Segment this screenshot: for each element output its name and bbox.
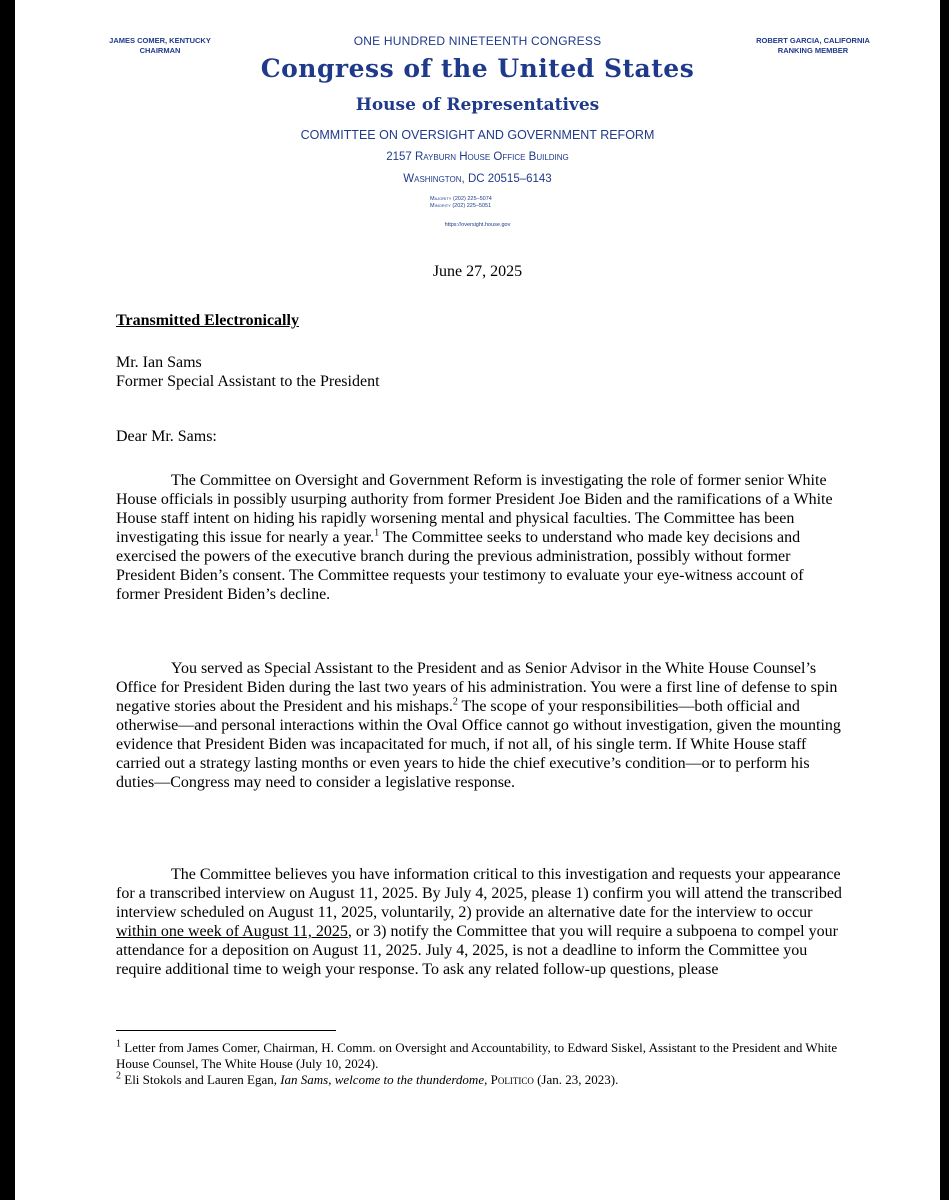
letter-page: [15, 0, 940, 1200]
address-line-2: Washington, DC 20515–6143: [403, 173, 552, 185]
committee-name: COMMITTEE ON OVERSIGHT AND GOVERNMENT REFORM: [300, 128, 655, 142]
letterhead-title: Congress of the United States: [260, 54, 695, 83]
footnote-divider: [116, 1030, 336, 1031]
footnote-2-date: (Jan. 23, 2023).: [533, 1072, 619, 1087]
footnote-2-publication: Politico: [490, 1072, 534, 1087]
website-link[interactable]: https://oversight.house.gov: [444, 222, 511, 228]
paragraph-2: [116, 659, 846, 792]
recipient-name: Mr. Ian Sams: [116, 354, 202, 371]
paragraph-3-underlined: within one week of August 11, 2025: [116, 923, 348, 940]
footnote-2-title: Ian Sams, welcome to the thunderdome: [280, 1072, 485, 1087]
footnote-2: [116, 1072, 846, 1088]
paragraph-1-text-b: The Committee seeks to understand who made key decisions and exercised the powers of the executive branch during the previous administration, possibly without former President Biden’s consent. The Committee requests your testimony to evaluate your eye-witness account of former President Biden’s decline.: [116, 529, 804, 603]
paragraph-3-text-a: The Committee believes you have information critical to this investigation and requests your appearance for a transcribed interview on August 11, 2025. By July 4, 2025, please 1) confirm you will attend the transcribed interview scheduled on August 11, 2025, voluntarily, 2) provide an alternative date for the interview to occur: [116, 866, 842, 921]
footnote-2-separator: ,: [484, 1072, 491, 1087]
congress-number: ONE HUNDRED NINETEENTH CONGRESS: [353, 34, 602, 48]
salutation: Dear Mr. Sams:: [116, 428, 217, 445]
paragraph-1-text-a: The Committee on Oversight and Government Reform is investigating the role of former senior White House officials in possibly usurping authority from former President Joe Biden and the ramifications of a White House staff intent on hiding his rapidly worsening mental and physical faculties. The Committee has been investigating this issue for nearly a year.: [116, 472, 833, 546]
minority-phone: Minority (202) 225–5051: [430, 203, 492, 209]
recipient-block: [116, 353, 846, 391]
chairman-title: CHAIRMAN: [139, 46, 181, 55]
ranking-member-name: ROBERT GARCIA, CALIFORNIA: [756, 36, 870, 45]
chairman-name: JAMES COMER, KENTUCKY: [109, 36, 211, 45]
address-line-1: 2157 Rayburn House Office Building: [386, 151, 569, 163]
footnote-2-number: 2: [116, 1070, 121, 1082]
footnote-ref-2[interactable]: 2: [452, 696, 458, 708]
footnote-ref-1[interactable]: 1: [374, 527, 380, 539]
paragraph-3-text-b: , or 3) notify the Committee that you will require a subpoena to compel your attendance for a deposition on August 11, 2025. July 4, 2025, is not a deadline to inform the Committee you require additional time to weigh your response. To ask any related follow-up questions, please: [116, 923, 838, 978]
phone-block: [430, 196, 492, 210]
paragraph-3: [116, 865, 846, 979]
footnotes: [116, 1040, 846, 1088]
footnote-1: [116, 1040, 846, 1072]
footnote-1-text: Letter from James Comer, Chairman, H. Comm. on Oversight and Accountability, to Edward Siskel, Assistant to the President and White House Counsel, The White House (July 10, 2024).: [116, 1040, 838, 1071]
paragraph-1: [116, 471, 846, 604]
letterhead-subtitle: House of Representatives: [355, 95, 600, 115]
majority-phone: Majority (202) 225–5074: [430, 196, 492, 202]
paragraph-2-text-a: You served as Special Assistant to the President and as Senior Advisor in the White House Counsel’s Office for President Biden during the last two years of his administration. You were a first line of defense to spin negative stories about the President and his mishaps.: [116, 660, 838, 715]
letter-date: June 27, 2025: [432, 263, 523, 280]
footnote-1-number: 1: [116, 1038, 121, 1050]
transmittal-method: Transmitted Electronically: [116, 312, 299, 329]
ranking-member-title: RANKING MEMBER: [777, 46, 849, 55]
paragraph-2-text-b: The scope of your responsibilities—both official and otherwise—and personal interactions within the Oval Office cannot go without investigation, given the mounting evidence that President Biden was incapacitated for much, if not all, of his single term. If White House staff carried out a strategy lasting months or even years to hide the chief executive’s condition—or to perform his duties—Congress may need to consider a legislative response.: [116, 698, 841, 791]
footnote-2-authors: Eli Stokols and Lauren Egan,: [121, 1072, 281, 1087]
recipient-title: Former Special Assistant to the President: [116, 373, 380, 390]
